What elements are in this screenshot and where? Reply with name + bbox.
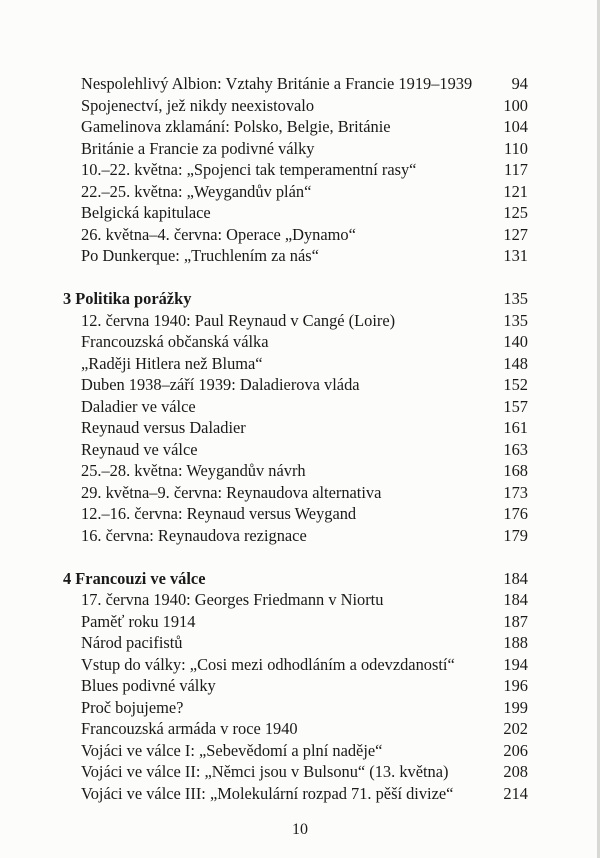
toc-entry-page: 117 bbox=[504, 160, 528, 179]
toc-entry-title: Po Dunkerque: „Truchlením za nás“ bbox=[81, 246, 319, 265]
toc-entry bbox=[63, 310, 528, 332]
chapter-heading-page: 135 bbox=[503, 289, 528, 308]
toc-entry-page: 94 bbox=[511, 74, 528, 93]
toc-entry-page: 135 bbox=[503, 310, 528, 330]
toc-entry-title: Vojáci ve válce I: „Sebevědomí a plní naděje“ bbox=[81, 740, 383, 760]
toc-entry-page: 208 bbox=[503, 762, 528, 781]
toc-entry-title: Proč bojujeme? bbox=[81, 697, 184, 717]
toc-entry-title: Nespolehlivý Albion: Vztahy Británie a Francie 1919–1939 bbox=[81, 74, 473, 93]
toc-entry-title: Gamelinova zklamání: Polsko, Belgie, Británie bbox=[81, 117, 391, 136]
spacer bbox=[63, 546, 528, 568]
toc-entry-title: Belgická kapitulace bbox=[81, 203, 211, 222]
toc-entry-page: 176 bbox=[503, 504, 528, 523]
toc-entry bbox=[63, 482, 528, 504]
toc-entry-title: Reynaud versus Daladier bbox=[81, 418, 246, 437]
toc-entry-title: 22.–25. května: „Weygandův plán“ bbox=[81, 181, 312, 201]
chapter-heading-title: 3 Politika porážky bbox=[63, 289, 192, 308]
toc-entry-page: 214 bbox=[503, 783, 528, 803]
toc-entry-page: 161 bbox=[503, 418, 528, 437]
toc-entry-page: 121 bbox=[503, 181, 528, 201]
toc-entry-title: 12. června 1940: Paul Reynaud v Cangé (Loire) bbox=[81, 310, 396, 330]
toc-entry-title: 16. června: Reynaudova rezignace bbox=[81, 525, 307, 545]
toc-entry-page: 104 bbox=[503, 117, 528, 136]
toc-entry-title: Daladier ve válce bbox=[81, 396, 196, 416]
toc-entry bbox=[63, 224, 528, 246]
toc-entry bbox=[63, 675, 528, 697]
table-of-contents bbox=[63, 73, 528, 804]
chapter-heading-title: 4 Francouzi ve válce bbox=[63, 568, 206, 588]
toc-entry bbox=[63, 611, 528, 633]
toc-entry-title: Vstup do války: „Cosi mezi odhodláním a odevzdaností“ bbox=[81, 654, 455, 674]
toc-entry-title: Francouzská armáda v roce 1940 bbox=[81, 719, 298, 738]
toc-entry bbox=[63, 783, 528, 805]
toc-entry-title: 29. května–9. června: Reynaudova alternativa bbox=[81, 482, 382, 502]
toc-entry bbox=[63, 761, 528, 783]
toc-entry bbox=[63, 331, 528, 353]
toc-entry-page: 131 bbox=[503, 246, 528, 265]
toc-entry bbox=[63, 396, 528, 418]
toc-entry-page: 152 bbox=[503, 375, 528, 394]
toc-entry-page: 100 bbox=[503, 95, 528, 115]
toc-entry bbox=[63, 202, 528, 224]
toc-entry-title: Vojáci ve válce II: „Němci jsou v Bulsonu“ (13. května) bbox=[81, 762, 449, 781]
toc-entry-title: Vojáci ve válce III: „Molekulární rozpad 71. pěší divize“ bbox=[81, 783, 454, 803]
toc-entry bbox=[63, 181, 528, 203]
toc-entry bbox=[63, 116, 528, 138]
toc-entry-page: 196 bbox=[503, 676, 528, 695]
toc-entry-title: „Raději Hitlera než Bluma“ bbox=[81, 353, 263, 373]
toc-entry-page: 140 bbox=[503, 332, 528, 351]
toc-entry bbox=[63, 138, 528, 160]
toc-entry bbox=[63, 245, 528, 267]
toc-entry-title: Spojenectví, jež nikdy neexistovalo bbox=[81, 95, 315, 115]
toc-entry-page: 127 bbox=[503, 224, 528, 244]
toc-entry bbox=[63, 718, 528, 740]
toc-entry-page: 173 bbox=[503, 482, 528, 502]
toc-entry-page: 110 bbox=[504, 138, 528, 158]
spacer bbox=[63, 267, 528, 289]
toc-entry-page: 199 bbox=[503, 697, 528, 717]
toc-entry bbox=[63, 503, 528, 525]
toc-entry-title: Reynaud ve válce bbox=[81, 439, 198, 459]
toc-entry bbox=[63, 654, 528, 676]
toc-entry-page: 188 bbox=[503, 633, 528, 652]
toc-entry-page: 179 bbox=[503, 525, 528, 545]
toc-entry-page: 194 bbox=[503, 654, 528, 674]
chapter-heading bbox=[63, 568, 528, 590]
toc-entry bbox=[63, 589, 528, 611]
toc-entry bbox=[63, 525, 528, 547]
toc-entry bbox=[63, 159, 528, 181]
chapter-heading-page: 184 bbox=[503, 568, 528, 588]
toc-entry-title: Národ pacifistů bbox=[81, 633, 183, 652]
toc-entry-title: Duben 1938–září 1939: Daladierova vláda bbox=[81, 375, 360, 394]
toc-entry bbox=[63, 95, 528, 117]
toc-entry bbox=[63, 439, 528, 461]
toc-entry-title: 12.–16. června: Reynaud versus Weygand bbox=[81, 504, 357, 523]
toc-entry-page: 157 bbox=[503, 396, 528, 416]
toc-entry-title: Francouzská občanská válka bbox=[81, 332, 269, 351]
toc-entry-title: Británie a Francie za podivné války bbox=[81, 138, 315, 158]
toc-entry bbox=[63, 460, 528, 482]
toc-entry-page: 206 bbox=[503, 740, 528, 760]
toc-entry-title: 17. června 1940: Georges Friedmann v Niortu bbox=[81, 590, 384, 609]
toc-entry bbox=[63, 697, 528, 719]
toc-entry-page: 202 bbox=[503, 719, 528, 738]
toc-entry-page: 163 bbox=[503, 439, 528, 459]
toc-entry-title: 10.–22. května: „Spojenci tak temperamentní rasy“ bbox=[81, 160, 417, 179]
page-number: 10 bbox=[292, 821, 308, 838]
toc-entry bbox=[63, 353, 528, 375]
toc-entry-page: 168 bbox=[503, 461, 528, 480]
toc-entry-page: 148 bbox=[503, 353, 528, 373]
toc-entry-page: 125 bbox=[503, 203, 528, 222]
toc-entry bbox=[63, 632, 528, 654]
toc-entry-page: 184 bbox=[503, 590, 528, 609]
toc-entry-title: Paměť roku 1914 bbox=[81, 611, 196, 631]
toc-entry bbox=[63, 73, 528, 95]
toc-entry-page: 187 bbox=[503, 611, 528, 631]
toc-entry bbox=[63, 417, 528, 439]
toc-entry-title: 26. května–4. června: Operace „Dynamo“ bbox=[81, 224, 356, 244]
toc-entry bbox=[63, 374, 528, 396]
toc-entry-title: 25.–28. května: Weygandův návrh bbox=[81, 461, 306, 480]
toc-entry bbox=[63, 740, 528, 762]
chapter-heading bbox=[63, 288, 528, 310]
toc-entry-title: Blues podivné války bbox=[81, 676, 216, 695]
